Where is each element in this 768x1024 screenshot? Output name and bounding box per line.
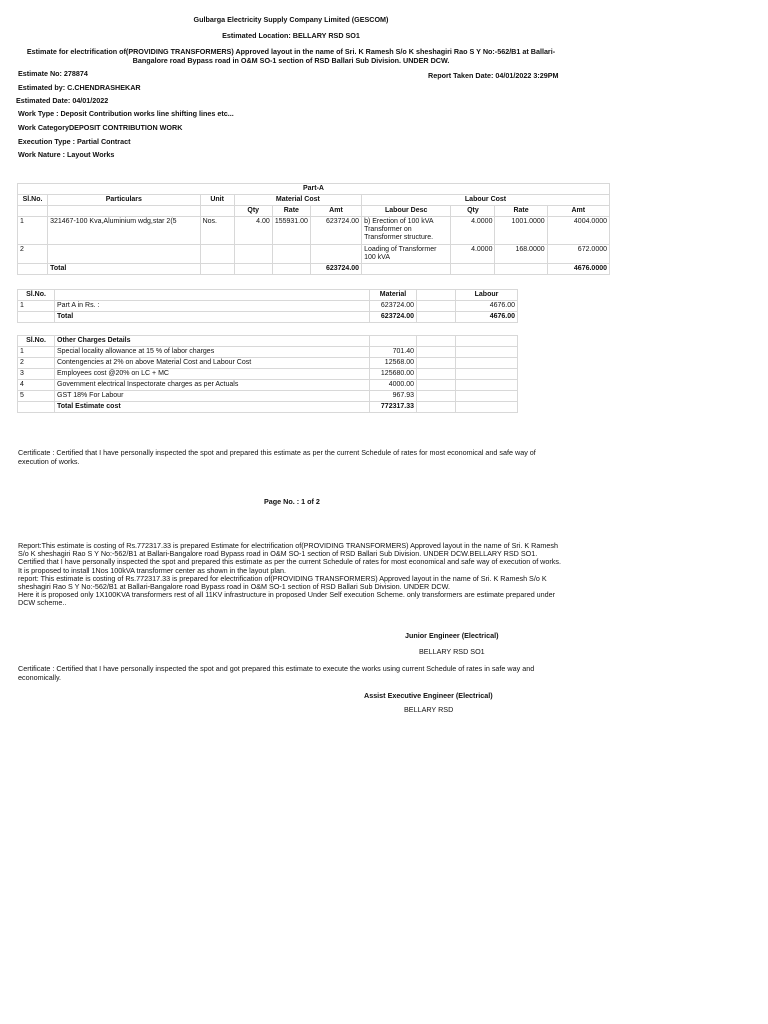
assist-engineer-title: Assist Executive Engineer (Electrical): [364, 691, 493, 700]
summary-total-label: Total: [55, 312, 370, 323]
blank-cell: [417, 347, 456, 358]
blank-cell: [417, 301, 456, 312]
summary-total-labour: 4676.00: [456, 312, 518, 323]
summary-slno: 1: [18, 301, 55, 312]
part-a-title: Part-A: [18, 184, 610, 195]
cell-particulars: [48, 245, 200, 264]
cell-amt: [310, 245, 361, 264]
junior-engineer-office: BELLARY RSD SO1: [419, 647, 485, 656]
blank-cell: [417, 380, 456, 391]
other-value: 125680.00: [370, 369, 417, 380]
cell-qty: [234, 245, 272, 264]
blank-cell: [456, 402, 518, 413]
total-material: 623724.00: [310, 264, 361, 275]
report-line: Report:This estimate is costing of Rs.772317.33 is prepared Estimate for electrification of(PROVIDING TRANSFORMERS) Approved layout in the name of Sri. K Ramesh S/o K sheshagiri Rao S Y No:-562/B1 at Ballari-Bangalore road Bypass road in O&M SO-1 section of RSD Ballari Sub Division. UNDER DCW.BELLARY RSD SO1.: [18, 541, 558, 559]
blank-cell: [48, 206, 200, 217]
report-line: Certified that I have personally inspected the spot and prepared this estimate as per the current Schedule of rates for most economical and safe way of execution of works.: [18, 557, 561, 567]
other-label: Government electrical Inspectorate charges as per Actuals: [55, 380, 370, 391]
execution-type: Execution Type : Partial Contract: [18, 137, 131, 146]
other-label: GST 18% For Labour: [55, 391, 370, 402]
cell-amt: 623724.00: [310, 217, 361, 245]
table-row: [18, 380, 518, 391]
col-labour-rate: Rate: [495, 206, 547, 217]
table-row: [18, 217, 610, 245]
page-number: Page No. : 1 of 2: [264, 497, 320, 506]
cell-unit: [200, 245, 234, 264]
blank-cell: [456, 380, 518, 391]
estimated-location: Estimated Location: BELLARY RSD SO1: [222, 31, 360, 40]
estimate-title-line2: Bangalore road Bypass road in O&M SO-1 section of RSD Ballari Sub Division. UNDER DCW.: [132, 56, 450, 65]
report-block: [18, 542, 564, 608]
other-label: Contengencies at 2% on above Material Cost and Labour Cost: [55, 358, 370, 369]
total-label: Total: [48, 264, 200, 275]
blank-cell: [456, 336, 518, 347]
report-line: It is proposed to install 1Nos 100kVA transformer center as shown in the layout plan.: [18, 565, 286, 575]
col-labour-cost: Labour Cost: [362, 195, 610, 206]
blank-cell: [417, 402, 456, 413]
total-row: [18, 402, 518, 413]
other-slno: 4: [18, 380, 55, 391]
blank-cell: [417, 358, 456, 369]
work-category: Work CategoryDEPOSIT CONTRIBUTION WORK: [18, 123, 183, 132]
col-labour-amt: Amt: [547, 206, 609, 217]
table-row: [18, 358, 518, 369]
blank-cell: [200, 206, 234, 217]
estimate-title: [10, 47, 572, 65]
estimate-no: Estimate No: 278874: [18, 69, 88, 78]
total-estimate-label: Total Estimate cost: [55, 402, 370, 413]
blank-cell: [417, 369, 456, 380]
certificate-text-2: Certificate : Certified that I have personally inspected the spot and got prepared this estimate to execute the works using current Schedule of rates in safe way and economically.: [18, 664, 535, 682]
blank-cell: [495, 264, 547, 275]
blank-cell: [417, 312, 456, 323]
cell-labour-desc: b) Erection of 100 kVA Transformer on Transformer structure.: [362, 217, 451, 245]
col-slno: Sl.No.: [18, 195, 48, 206]
blank-cell: [18, 264, 48, 275]
estimated-date: Estimated Date: 04/01/2022: [16, 96, 109, 105]
total-row: [18, 264, 610, 275]
total-labour: 4676.0000: [547, 264, 609, 275]
cell-labour-amt: 672.0000: [547, 245, 609, 264]
blank-cell: [272, 264, 310, 275]
blank-cell: [234, 264, 272, 275]
cell-labour-amt: 4004.0000: [547, 217, 609, 245]
other-label: Special locality allowance at 15 % of labor charges: [55, 347, 370, 358]
work-type: Work Type : Deposit Contribution works line shifting lines etc...: [18, 109, 234, 118]
blank-cell: [417, 391, 456, 402]
blank-cell: [417, 336, 456, 347]
col-amt: Amt: [310, 206, 361, 217]
blank-cell: [18, 402, 55, 413]
col-qty: Qty: [234, 206, 272, 217]
col-material-cost: Material Cost: [234, 195, 361, 206]
other-value: 701.40: [370, 347, 417, 358]
cell-labour-rate: 1001.0000: [495, 217, 547, 245]
cell-qty: 4.00: [234, 217, 272, 245]
total-estimate-value: 772317.33: [370, 402, 417, 413]
cell-particulars: 321467-100 Kva,Aluminium wdg,star 2(5: [48, 217, 200, 245]
table-row: [18, 369, 518, 380]
cell-labour-desc: Loading of Transformer 100 kVA: [362, 245, 451, 264]
estimate-title-line1: Estimate for electrification of(PROVIDING TRANSFORMERS) Approved layout in the name of Sri. K Ramesh S/o K sheshagiri Rao S Y No:-562/B1 at Ballari-: [26, 47, 556, 56]
summary-col-labour: Labour: [456, 290, 518, 301]
summary-label: Part A in Rs. :: [55, 301, 370, 312]
blank-cell: [456, 369, 518, 380]
col-labour-qty: Qty: [451, 206, 495, 217]
summary-col-slno: Sl.No.: [18, 290, 55, 301]
summary-table: [17, 289, 518, 323]
junior-engineer-title: Junior Engineer (Electrical): [405, 631, 499, 640]
blank-cell: [456, 347, 518, 358]
col-particulars: Particulars: [48, 195, 200, 206]
other-charges-table: [17, 335, 518, 413]
blank-cell: [18, 206, 48, 217]
blank-cell: [451, 264, 495, 275]
blank-cell: [370, 336, 417, 347]
other-value: 12568.00: [370, 358, 417, 369]
blank-cell: [18, 312, 55, 323]
other-slno: 5: [18, 391, 55, 402]
blank-cell: [200, 264, 234, 275]
certificate-text: Certificate : Certified that I have personally inspected the spot and prepared this estimate as per the current Schedule of rates for most economical and safe way of execution of works.: [18, 448, 536, 466]
summary-labour: 4676.00: [456, 301, 518, 312]
summary-total-material: 623724.00: [370, 312, 417, 323]
part-a-table: [17, 183, 610, 275]
summary-material: 623724.00: [370, 301, 417, 312]
other-slno: 2: [18, 358, 55, 369]
blank-cell: [55, 290, 370, 301]
col-labour-desc: Labour Desc: [362, 206, 451, 217]
total-row: [18, 312, 518, 323]
blank-cell: [456, 391, 518, 402]
cell-labour-qty: 4.0000: [451, 245, 495, 264]
company-name: Gulbarga Electricity Supply Company Limited (GESCOM): [193, 15, 389, 24]
blank-cell: [456, 358, 518, 369]
work-nature: Work Nature : Layout Works: [18, 150, 115, 159]
summary-col-material: Material: [370, 290, 417, 301]
other-value: 4000.00: [370, 380, 417, 391]
report-line: Here it is proposed only 1X100KVA transformers rest of all 11KV infrastructure in proposed Under Self execution Scheme. only transformers are estimate prepared under DCW scheme..: [18, 590, 556, 608]
other-col-title: Other Charges Details: [55, 336, 370, 347]
estimated-by: Estimated by: C.CHENDRASHEKAR: [18, 83, 141, 92]
cell-labour-rate: 168.0000: [495, 245, 547, 264]
other-value: 967.93: [370, 391, 417, 402]
table-row: [18, 391, 518, 402]
assist-engineer-office: BELLARY RSD: [404, 705, 454, 714]
report-date: Report Taken Date: 04/01/2022 3:29PM: [428, 71, 559, 80]
cell-unit: Nos.: [200, 217, 234, 245]
cell-slno: 1: [18, 217, 48, 245]
cell-rate: 155931.00: [272, 217, 310, 245]
other-slno: 3: [18, 369, 55, 380]
col-rate: Rate: [272, 206, 310, 217]
table-row: [18, 301, 518, 312]
blank-cell: [362, 264, 451, 275]
col-unit: Unit: [200, 195, 234, 206]
report-line: report: This estimate is costing of Rs.772317.33 is prepared for electrification of(PROVIDING TRANSFORMERS) Approved layout in the name of Sri. K Ramesh S/o K sheshagiri Rao S Y No:-562/B1 at Ballari-Bangalore road Bypass road in O&M SO-1 section of RSD Ballari Sub Division. UNDER DCW.: [18, 573, 547, 592]
table-row: [18, 245, 610, 264]
other-col-slno: Sl.No.: [18, 336, 55, 347]
cell-labour-qty: 4.0000: [451, 217, 495, 245]
blank-cell: [417, 290, 456, 301]
table-row: [18, 347, 518, 358]
cell-rate: [272, 245, 310, 264]
cell-slno: 2: [18, 245, 48, 264]
other-label: Employees cost @20% on LC + MC: [55, 369, 370, 380]
other-slno: 1: [18, 347, 55, 358]
